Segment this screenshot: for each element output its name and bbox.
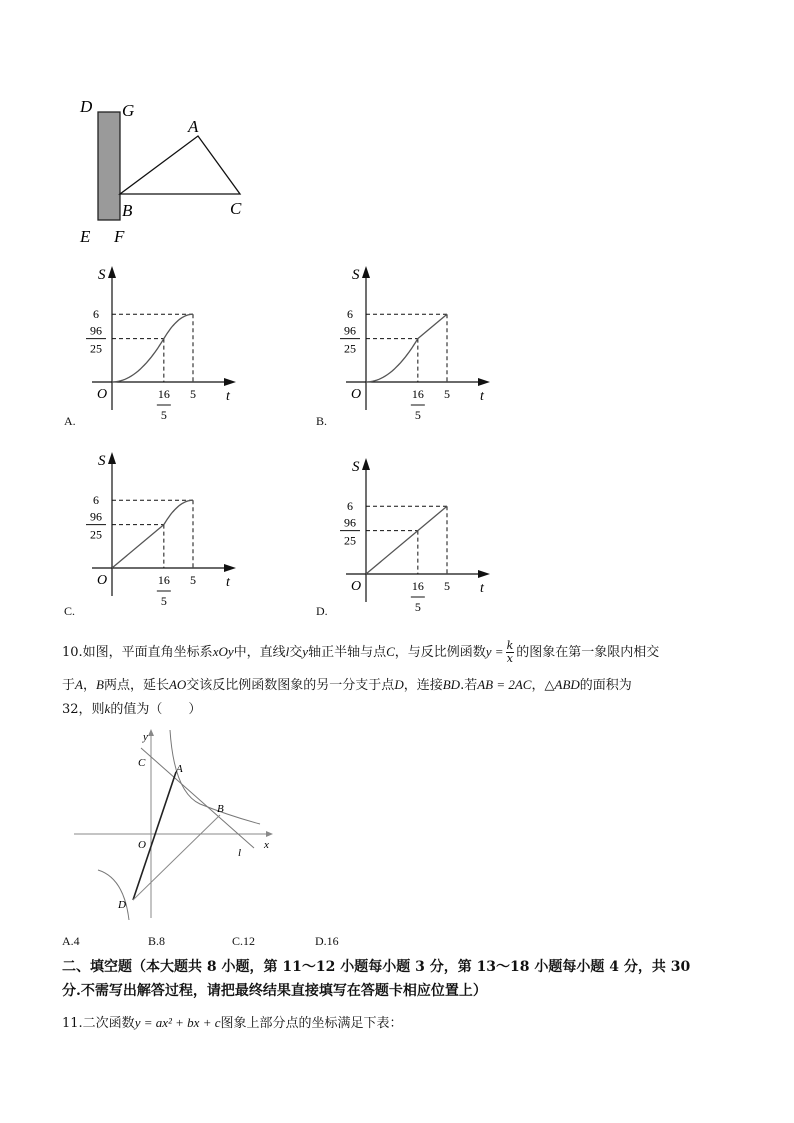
x-tick-label: 5	[414, 408, 421, 422]
top-geometry-figure	[70, 90, 270, 250]
q10-text: ，	[531, 678, 545, 693]
hyperbola-branch-2	[98, 870, 129, 920]
label-d: D	[118, 899, 126, 911]
y-tick-label: 25	[90, 341, 102, 356]
q10-text: ，连接	[403, 678, 443, 693]
x-axis-arrow	[478, 570, 490, 578]
y-tick-label: 6	[93, 493, 99, 508]
series-segment-1	[366, 339, 418, 382]
q10-function-lhs: y =	[485, 644, 504, 659]
q10-text: 轴正半轴与点	[308, 645, 387, 660]
q10-line-2	[62, 676, 632, 695]
x-tick-label: 16	[411, 387, 424, 401]
q10-math: △ABD	[544, 677, 580, 692]
q10-math: B	[95, 677, 104, 692]
q11-formula: y = ax² + bx + c	[134, 1015, 221, 1030]
q10-option-a[interactable]: A.4	[62, 934, 80, 948]
q10-text: 交该反比例函数图象的另一分支于点	[186, 678, 395, 693]
fraction-denominator: x	[506, 652, 513, 665]
y-axis-arrow	[362, 458, 370, 470]
label-c: C	[138, 757, 146, 769]
option-c-label: C.	[64, 604, 76, 618]
origin-label: O	[351, 579, 362, 594]
q10-math: y	[302, 644, 309, 659]
q10-function-fraction	[506, 640, 515, 665]
graph-option-b	[310, 262, 500, 428]
x-axis-label: t	[480, 581, 484, 596]
graph-c-chart	[56, 448, 246, 608]
q10-text: ，与反比例函数	[394, 645, 486, 660]
q11-line	[62, 1014, 403, 1033]
y-axis-arrow	[362, 266, 370, 278]
label-b: B	[122, 201, 133, 220]
y-axis-label: S	[98, 267, 106, 283]
q10-option-b[interactable]: B.8	[148, 934, 166, 948]
x-tick-label: 16	[157, 387, 170, 401]
x-axis-label: t	[480, 389, 484, 404]
label-o: O	[138, 839, 146, 851]
series-segment-1	[112, 525, 164, 568]
q10-option-c[interactable]: C.12	[232, 934, 256, 948]
x-axis-arrow	[224, 564, 236, 572]
hyperbola-branch-1	[170, 730, 260, 824]
q10-math: BD	[442, 677, 461, 692]
q10-math: A	[75, 677, 83, 692]
q10-text: 交	[289, 645, 303, 660]
x-tick-label: 5	[190, 387, 196, 401]
q10-math: k	[104, 701, 111, 716]
option-b-label: B.	[316, 414, 328, 428]
graph-option-d	[310, 454, 500, 618]
origin-label: O	[351, 387, 362, 402]
series-segment-2	[164, 500, 193, 524]
label-f: F	[114, 227, 125, 246]
y-tick-label: 96	[344, 323, 356, 338]
x-axis-label: t	[226, 389, 230, 404]
section-2-heading-line-1: 二、填空题（本大题共 8 小题，第 11～12 小题每小题 3 分，第 13～18 小题每小题 4 分，共 30	[62, 959, 691, 975]
label-x: x	[264, 839, 269, 851]
q10-text: 中，直线	[233, 645, 286, 660]
q10-math: C	[386, 644, 395, 659]
x-axis-arrow	[478, 378, 490, 386]
series-segment-2	[418, 314, 447, 338]
label-d: D	[80, 97, 93, 116]
x-tick-label: 5	[160, 594, 167, 608]
label-c: C	[230, 199, 242, 218]
y-tick-label: 25	[344, 341, 356, 356]
q10-text: .若	[460, 678, 478, 693]
q10-text: 两点，延长	[103, 678, 169, 693]
graph-d-chart	[310, 454, 500, 614]
q10-coordinate-figure	[70, 728, 280, 924]
q10-text: 的值为（ ）	[110, 702, 202, 717]
wall-rectangle	[98, 112, 120, 220]
q11-prefix: 11.二次函数	[62, 1016, 135, 1031]
y-tick-label: 25	[344, 533, 356, 548]
y-axis-arrow	[108, 452, 116, 464]
y-tick-label: 96	[90, 509, 102, 524]
q10-math: D	[394, 677, 404, 692]
line-l	[141, 748, 254, 848]
label-l: l	[238, 847, 242, 859]
x-tick-label: 16	[411, 579, 424, 593]
graph-option-c	[56, 448, 246, 618]
x-tick-label: 16	[157, 573, 170, 587]
series-segment-1	[112, 339, 164, 382]
x-axis-arrow	[266, 831, 273, 837]
y-axis-label: S	[352, 267, 360, 283]
q10-text: ，	[82, 678, 96, 693]
y-axis-arrow	[148, 729, 154, 736]
label-g: G	[122, 101, 135, 120]
segment-ad	[133, 772, 176, 900]
x-tick-label: 5	[444, 387, 450, 401]
fraction-numerator: k	[506, 639, 514, 652]
option-a-label: A.	[64, 414, 76, 428]
series-segment-2	[164, 314, 193, 338]
q10-line-3	[62, 700, 201, 719]
q10-text: 的图象在第一象限内相交	[516, 645, 660, 660]
x-tick-label: 5	[444, 579, 450, 593]
q10-math: l	[285, 644, 290, 659]
q10-line-1	[62, 640, 659, 665]
label-b: B	[217, 803, 224, 815]
graph-a-chart	[56, 262, 246, 422]
y-tick-label: 96	[90, 323, 102, 338]
q11-suffix: 图象上部分点的坐标满足下表：	[220, 1016, 403, 1031]
y-axis-label: S	[352, 459, 360, 475]
q10-text: 于	[62, 678, 76, 693]
q10-math: xOy	[212, 644, 234, 659]
option-d-label: D.	[316, 604, 328, 618]
q10-text: 10.如图，平面直角坐标系	[62, 645, 213, 660]
graph-b-chart	[310, 262, 500, 422]
origin-label: O	[97, 387, 108, 402]
y-tick-label: 96	[344, 515, 356, 530]
origin-label: O	[97, 573, 108, 588]
y-tick-label: 6	[93, 307, 99, 322]
label-a: A	[176, 763, 183, 775]
x-tick-label: 5	[160, 408, 167, 422]
q10-option-d[interactable]: D.16	[315, 934, 339, 948]
q10-text: 的面积为	[579, 678, 632, 693]
x-tick-label: 5	[414, 600, 421, 614]
triangle-abc	[120, 136, 240, 194]
y-axis-arrow	[108, 266, 116, 278]
y-tick-label: 6	[347, 307, 353, 322]
series-segment-1	[366, 531, 418, 574]
label-y: y	[143, 731, 148, 743]
label-a: A	[188, 117, 199, 136]
x-axis-arrow	[224, 378, 236, 386]
section-2-heading-line-2: 分.不需写出解答过程，请把最终结果直接填写在答题卡相应位置上）	[62, 983, 487, 999]
q10-math: AB = 2AC	[477, 677, 532, 692]
y-tick-label: 6	[347, 499, 353, 514]
graph-option-a	[56, 262, 246, 428]
label-e: E	[80, 227, 91, 246]
q10-math: AO	[168, 677, 187, 692]
x-tick-label: 5	[190, 573, 196, 587]
q10-text: 32，则	[62, 702, 105, 717]
y-axis-label: S	[98, 453, 106, 469]
x-axis-label: t	[226, 575, 230, 590]
y-tick-label: 25	[90, 527, 102, 542]
segment-bd	[133, 815, 220, 900]
series-segment-2	[418, 506, 447, 530]
